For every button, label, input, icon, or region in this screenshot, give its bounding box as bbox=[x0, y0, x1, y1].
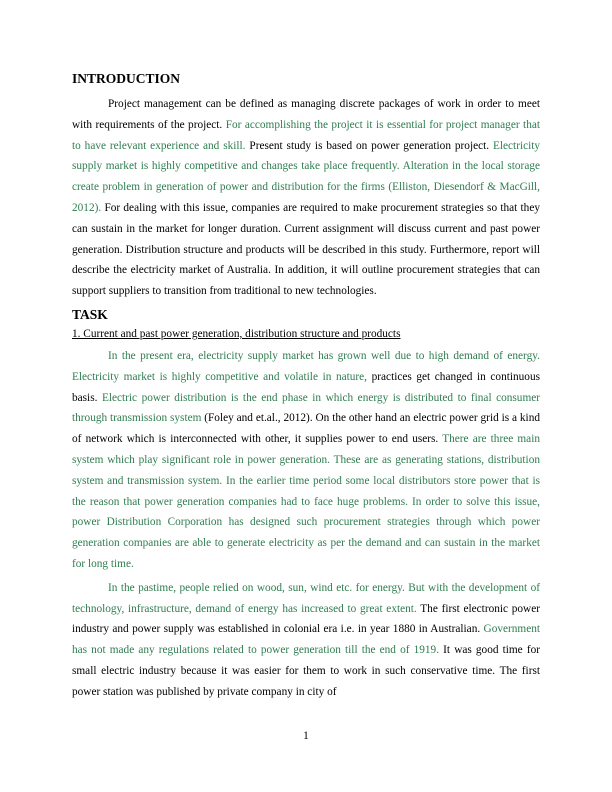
task-p2-part-b: The first electronic power industry and power supply was established in colonial era i.e. in year 1880 in Australian. bbox=[72, 602, 540, 636]
task-p1-part-a: In the present era, electricity supply market has grown well due to high demand of energy. Electricity market is highly competitive and volatile in nature, bbox=[72, 349, 540, 383]
intro-sentence-5: For dealing with this issue, companies are required to make procurement strategies so that they can sustain in the market for longer duration. Current assignment will discuss current and past power generation. Distribution structure and products will be described in this study. Furthermore, report will describe the electricity market of Australia. In addition, it will outline procurement strategies that can support suppliers to transition from traditional to new technologies. bbox=[72, 201, 540, 298]
task-p1-part-e: There are three main system which play significant role in power generation. These are as generating stations, distribution system and transmission system. In the earlier time period some local distributors store power that is the reason that power generation companies had to face huge problems. In order to solve this issue, power Distribution Corporation has designed such procurement strategies through which power generation companies are able to generate electricity as per the demand and can sustain in the market for long time. bbox=[72, 433, 540, 570]
intro-sentence-4: Electricity supply market is highly competitive and changes take place frequently. Alteration in the local storage create problem in generation of power and distribution for the firms (Elliston, Diesendorf & MacGill, 2012). bbox=[72, 139, 541, 214]
task-paragraph-1 bbox=[72, 346, 540, 575]
task-heading: TASK bbox=[72, 306, 108, 322]
intro-sentence-2: For accomplishing the project it is essential for project manager that to have relevant experience and skill. bbox=[72, 118, 540, 152]
intro-sentence-3: Present study is based on power generation project. bbox=[249, 139, 490, 152]
intro-sentence-1: Project management can be defined as managing discrete packages of work in order to meet with requirements of the project. bbox=[72, 98, 540, 131]
task-paragraph-2 bbox=[72, 578, 540, 703]
task-p1-part-b: practices get changed in continuous basis. bbox=[72, 370, 540, 404]
task-p2-part-c: Government has not made any regulations related to power generation till the end of 1919. bbox=[72, 623, 541, 657]
task-subheading: 1. Current and past power generation, distribution structure and products bbox=[72, 327, 401, 340]
task-p2-part-d: It was good time for small electric industry because it was easier for them to work in such conservative time. The first power station was published by private company in city of bbox=[72, 644, 540, 698]
introduction-heading: INTRODUCTION bbox=[72, 71, 181, 86]
task-p2-part-a: In the pastime, people relied on wood, sun, wind etc. for energy. But with the development of technology, infrastructure, demand of energy has increased to great extent. bbox=[72, 581, 540, 615]
task-p1-part-c: Electric power distribution is the end phase in which energy is distributed to final consumer through transmission system bbox=[72, 391, 541, 425]
page-number: 1 bbox=[303, 730, 309, 742]
document-page bbox=[72, 70, 540, 703]
task-p1-part-d: (Foley and et.al., 2012). On the other hand an electric power grid is a kind of network which is interconnected with other, it supplies power to end users. bbox=[72, 412, 540, 446]
introduction-paragraph bbox=[72, 94, 540, 302]
